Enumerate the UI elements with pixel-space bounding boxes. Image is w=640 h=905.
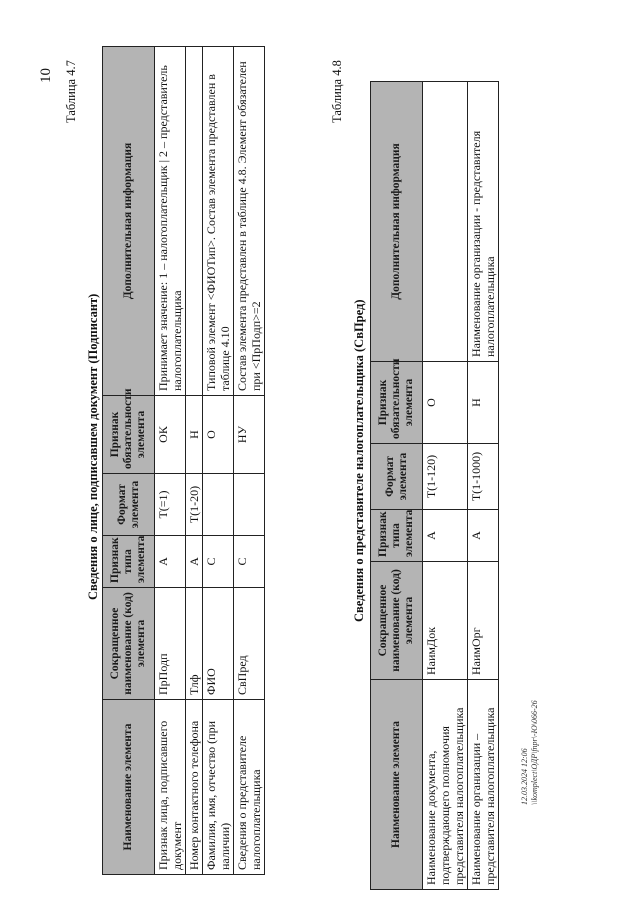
table-cell: О xyxy=(423,362,468,444)
table-cell: Тлф xyxy=(186,588,203,700)
table-4-7-header-cell: Наименование элемента xyxy=(103,700,155,875)
table-cell: Фамилия, имя, отчество (при наличии) xyxy=(203,700,234,875)
table-cell: НУ xyxy=(234,396,265,474)
table-cell: Номер контактного телефона xyxy=(186,700,203,875)
table-4-7-header-cell: Формат элемента xyxy=(103,474,155,536)
print-footer xyxy=(520,700,540,805)
table-cell: ПрПодп xyxy=(155,588,186,700)
table-cell: Т(1-20) xyxy=(186,474,203,536)
table-4-7-header-cell: Признак типа элемента xyxy=(103,536,155,588)
table-4-8-title: Сведения о представителе налогоплательщика (СвПред) xyxy=(352,299,366,622)
footer-timestamp: 12.03.2024 12:06 xyxy=(520,748,529,805)
table-cell xyxy=(234,474,265,536)
table-cell: Н xyxy=(186,396,203,474)
table-4-7-header-row xyxy=(103,47,155,875)
table-cell: Наименование организации - представителя налогоплательщика xyxy=(468,82,499,362)
table-cell: А xyxy=(423,510,468,562)
table-cell xyxy=(423,82,468,362)
table-cell: ОК xyxy=(155,396,186,474)
table-cell: НаимДок xyxy=(423,562,468,680)
table-cell xyxy=(186,47,203,396)
table-cell: Т(=1) xyxy=(155,474,186,536)
table-cell: Наименование документа, подтверждающего полномочия представителя налогоплательщика xyxy=(423,680,468,890)
table-cell: Признак лица, подписавшего документ xyxy=(155,700,186,875)
table-row xyxy=(423,82,468,890)
table-cell: А xyxy=(468,510,499,562)
table-4-7-header-cell: Сокращенное наименование (код) элемента xyxy=(103,588,155,700)
table-4-8-header-cell: Дополнительная информация xyxy=(371,82,423,362)
table-4-8-header-cell: Признак обязательности элемента xyxy=(371,362,423,444)
table-4-7-header-cell: Признак обязательности элемента xyxy=(103,396,155,474)
table-4-7-caption: Таблица 4.7 xyxy=(64,60,78,123)
table-cell: СвПред xyxy=(234,588,265,700)
table-cell: Принимает значение: 1 – налогоплательщик | 2 – представитель налогоплательщика xyxy=(155,47,186,396)
table-4-7-title: Сведения о лице, подписавшем документ (Подписант) xyxy=(86,293,100,600)
table-4-8-caption: Таблица 4.8 xyxy=(330,60,344,123)
table-cell: Н xyxy=(468,362,499,444)
table-4-8-header-row xyxy=(371,82,423,890)
footer-path: \\komplect\ОДР\fnpr\-Ю\066-26 xyxy=(530,700,539,805)
table-row xyxy=(234,47,265,875)
table-4-8-header-cell: Сокращенное наименование (код) элемента xyxy=(371,562,423,680)
table-cell: А xyxy=(186,536,203,588)
table-cell: НаимОрг xyxy=(468,562,499,680)
table-cell: Сведения о представителе налогоплательщика xyxy=(234,700,265,875)
table-cell: С xyxy=(203,536,234,588)
table-cell: ФИО xyxy=(203,588,234,700)
table-4-8 xyxy=(370,81,499,890)
table-cell: А xyxy=(155,536,186,588)
table-row xyxy=(203,47,234,875)
table-cell: Типовой элемент <ФИОТип>. Состав элемента представлен в таблице 4.10 xyxy=(203,47,234,396)
table-row xyxy=(468,82,499,890)
table-cell: Т(1-1000) xyxy=(468,444,499,510)
table-cell: Т(1-120) xyxy=(423,444,468,510)
table-4-7-header-cell: Дополнительная информация xyxy=(103,47,155,396)
table-cell: С xyxy=(234,536,265,588)
table-cell xyxy=(203,474,234,536)
table-cell: Наименование организации – представителя налогоплательщика xyxy=(468,680,499,890)
table-cell: Состав элемента представлен в таблице 4.8. Элемент обязателен при <ПрПодп>=2 xyxy=(234,47,265,396)
table-4-8-header-cell: Формат элемента xyxy=(371,444,423,510)
table-4-8-header-cell: Наименование элемента xyxy=(371,680,423,890)
table-row xyxy=(186,47,203,875)
table-row xyxy=(155,47,186,875)
table-cell: О xyxy=(203,396,234,474)
page-number: 10 xyxy=(38,68,54,83)
table-4-8-header-cell: Признак типа элемента xyxy=(371,510,423,562)
table-4-7 xyxy=(102,46,265,875)
